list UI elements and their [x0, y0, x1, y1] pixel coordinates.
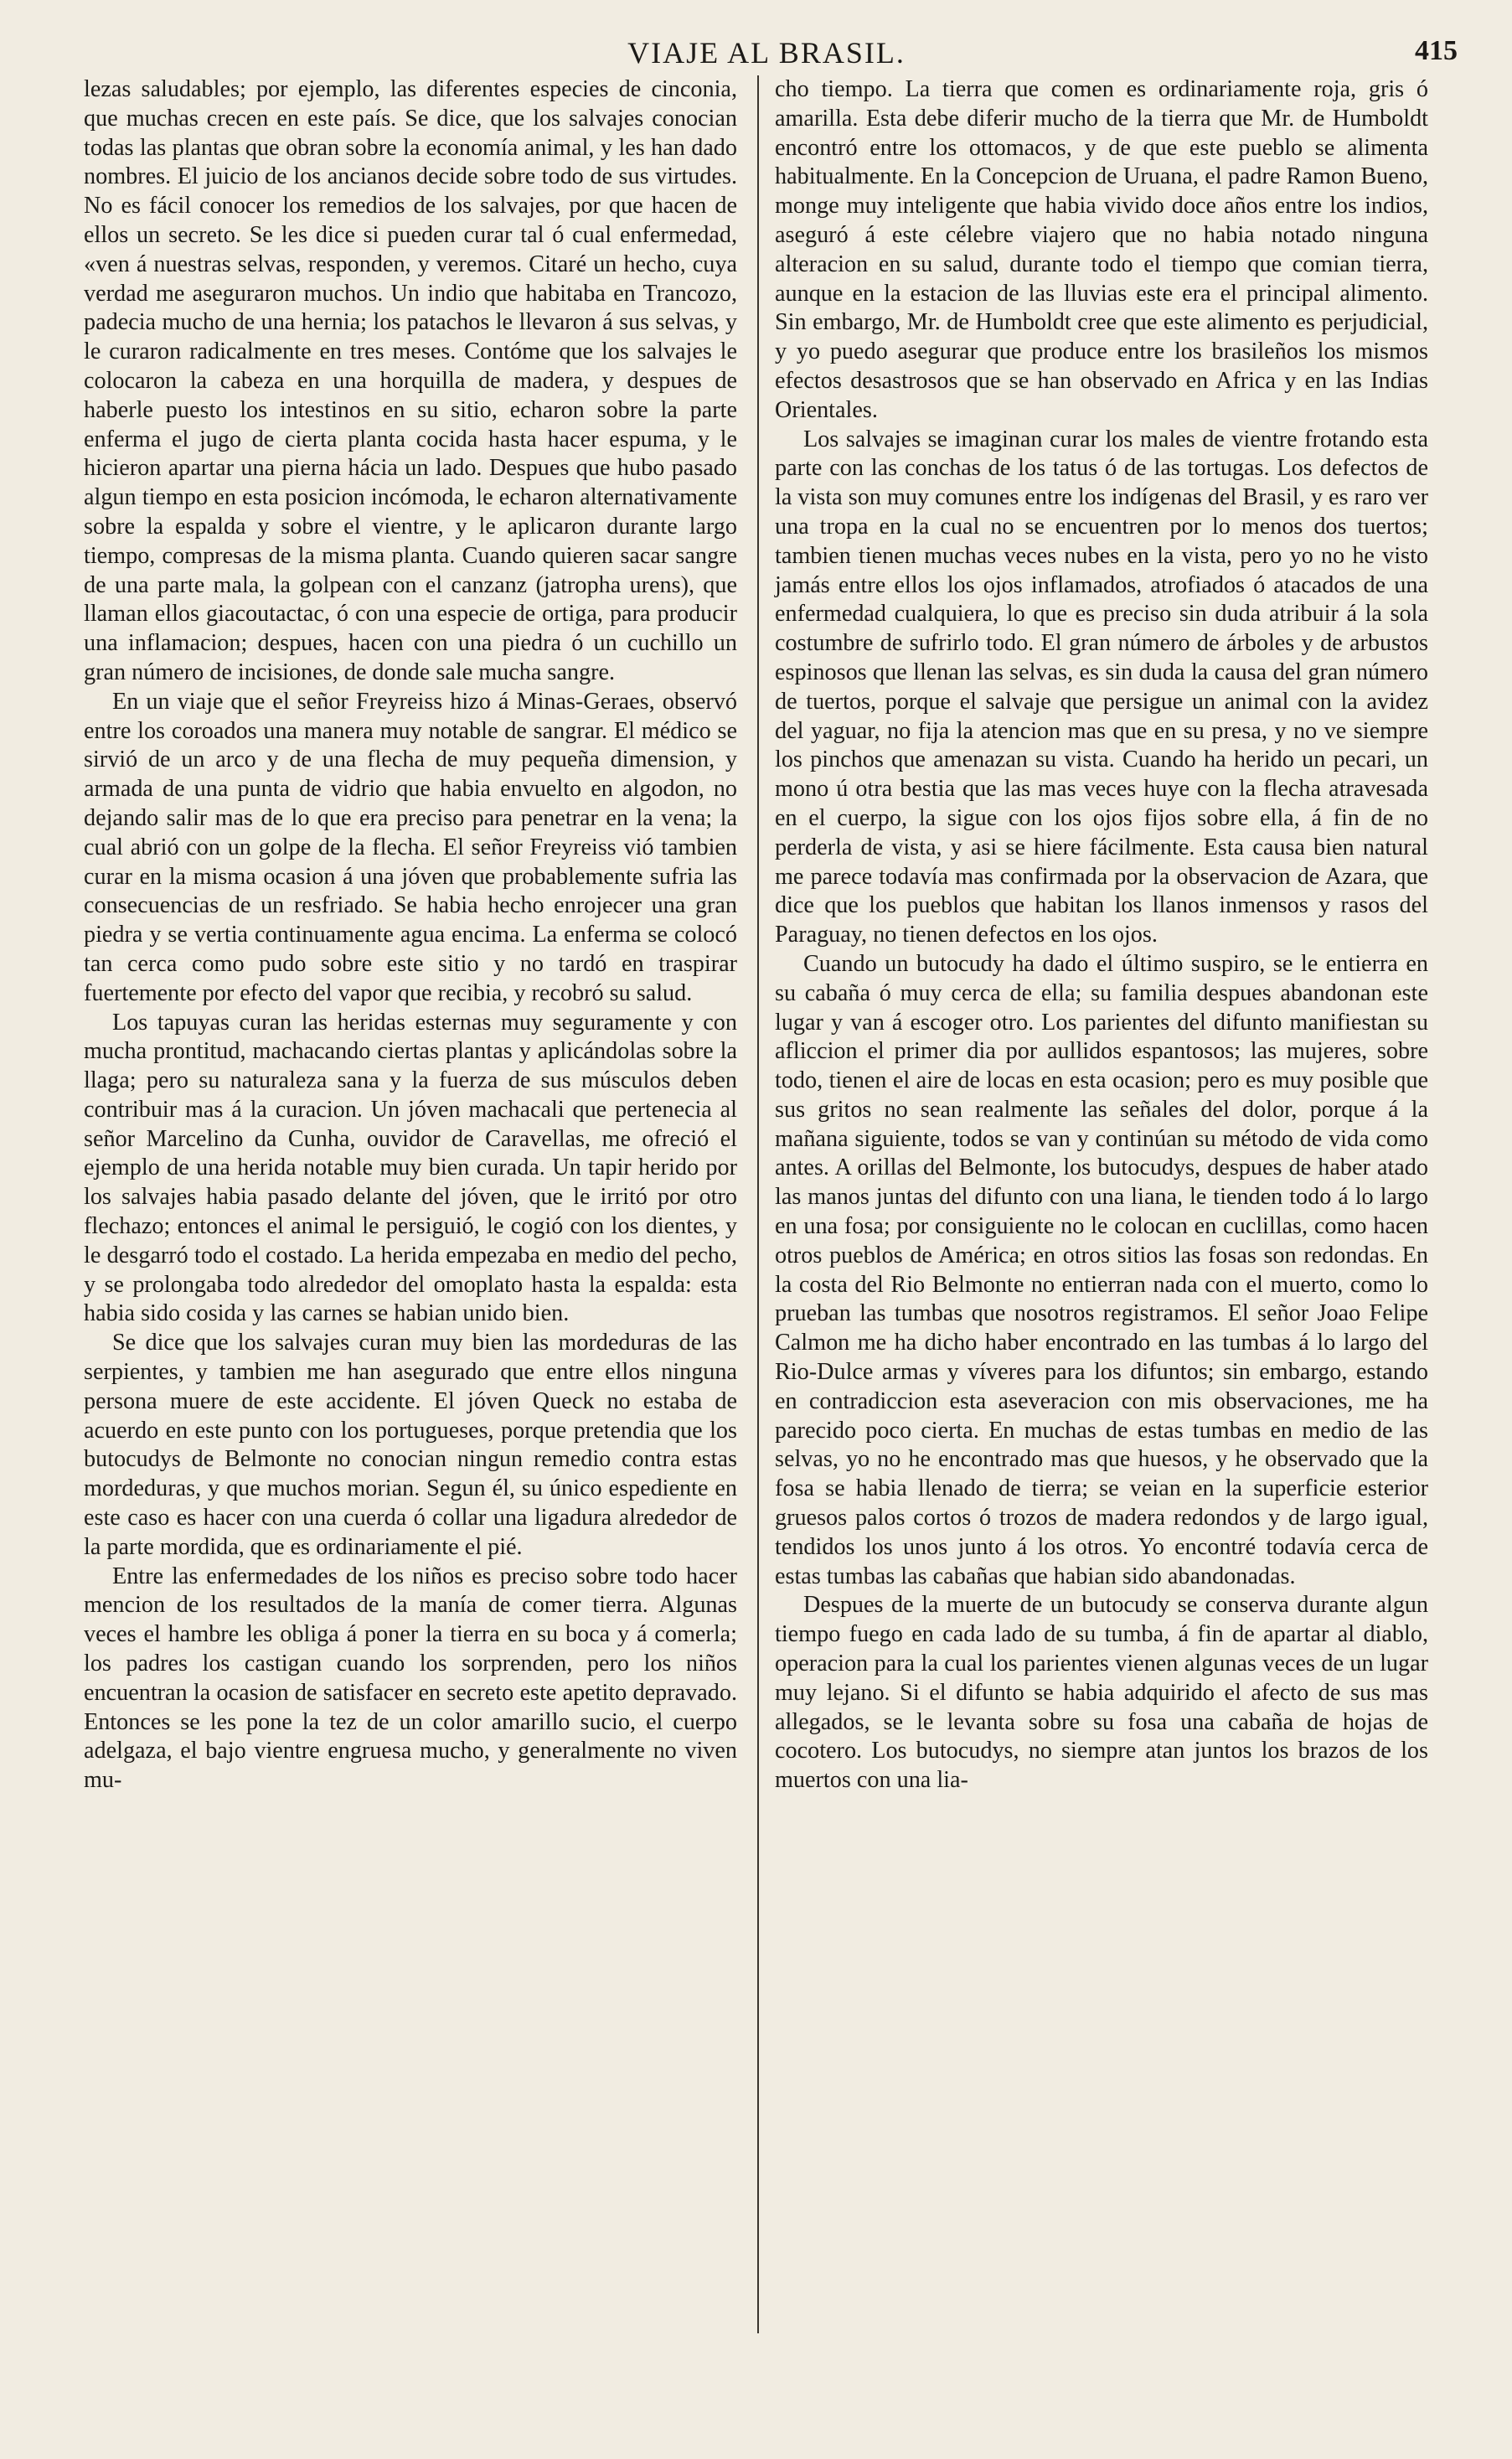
column-divider [757, 75, 759, 2333]
paragraph: Despues de la muerte de un butocudy se conserva durante algun tiempo fuego en cada lado de su tumba, á fin de apartar al diablo, operacion para la cual los parientes vienen algunas veces de un lugar muy lejano. Si el difunto se habia adquirido el afecto de sus mas allegados, se le levanta sobre su fosa una cabaña de hojas de cocotero. Los butocudys, no siempre atan juntos los brazos de los muertos con una lia- [775, 1592, 1428, 1794]
paragraph: lezas saludables; por ejemplo, las diferentes especies de cinconia, que muchas crecen en este país. Se dice, que los salvajes conocian todas las plantas que obran sobre la economía animal, y les han dado nombres. El juicio de los ancianos decide sobre todo de sus virtudes. No es fácil conocer los remedios de los salvajes, por que hacen de ellos un secreto. Se les dice si pueden curar tal ó cual enfermedad, «ven á nuestras selvas, responden, y veremos. Citaré un hecho, cuya verdad me aseguraron muchos. Un indio que habitaba en Trancozo, padecia mucho de una hernia; los patachos le llevaron á sus selvas, y le curaron radicalmente en tres meses. Contóme que los salvajes le colocaron la cabeza en una horquilla de madera, y despues de haberle puesto los intestinos en su sitio, echaron sobre la parte enferma el jugo de cierta planta cocida hasta hacer espuma, y le hicieron apartar una pierna hácia un lado. Despues que hubo pasado algun tiempo en esta posicion incómoda, le echaron alternativamente sobre la espalda y sobre el vientre, y le aplicaron durante largo tiempo, compresas de la misma planta. Cuando quieren sacar sangre de una parte mala, la golpean con el canzanz (jatropha urens), que llaman ellos giacoutactac, ó con una especie de ortiga, para producir una inflamacion; despues, hacen con una piedra ó un cuchillo un gran número de incisiones, de donde sale mucha sangre. [84, 76, 737, 685]
paragraph: Cuando un butocudy ha dado el último suspiro, se le entierra en su cabaña ó muy cerca de ella; su familia despues abandonan este lugar y van á escoger otro. Los parientes del difunto manifiestan su afliccion el primer dia por aullidos espantosos; las mujeres, sobre todo, tienen el aire de locas en esta ocasion; pero es muy posible que sus gritos no sean realmente las señales del dolor, porque á la mañana siguiente, todos se van y continúan su método de vida como antes. A orillas del Belmonte, los butocudys, despues de haber atado las manos juntas del difunto con una liana, le tienden todo á lo largo en una fosa; por consiguiente no le colocan en cuclillas, como hacen otros pueblos de América; en otros sitios las fosas son redondas. En la costa del Rio Belmonte no entierran nada con el muerto, como lo prueban las tumbas que nosotros registramos. El señor Joao Felipe Calmon me ha dicho haber encontrado en las tumbas á lo largo del Rio-Dulce armas y víveres para los difuntos; sin embargo, estando en contradiccion esta aseveracion con mis observaciones, me ha parecido poco cierta. En muchas de estas tumbas en medio de las selvas, yo no he encontrado mas que huesos, y he observado que la fosa se habia llenado de tierra; se veian en la superficie esterior gruesos palos cortos ó trozos de madera redondos y de largo igual, tendidos los unos junto á los otros. Yo encontré todavía cerca de estas tumbas las cabañas que habian sido abandonadas. [775, 950, 1428, 1589]
paragraph: Se dice que los salvajes curan muy bien las mordeduras de las serpientes, y tambien me han asegurado que entre ellos ninguna persona muere de este accidente. El jóven Queck no estaba de acuerdo en este punto con los portugueses, porque pretendia que los butocudys de Belmonte no conocian ningun remedio contra estas mordeduras, y que muchos morian. Segun él, su único espediente en este caso es hacer con una cuerda ó collar una ligadura alrededor de la parte mordida, que es ordinariamente el pié. [84, 1330, 737, 1560]
running-head: VIAJE AL BRASIL. [627, 36, 906, 70]
right-column [775, 75, 1428, 1795]
paragraph: En un viaje que el señor Freyreiss hizo á Minas-Geraes, observó entre los coroados una manera muy notable de sangrar. El médico se sirvió de un arco y de una flecha de muy pequeña dimension, y armada de una punta de vidrio que habia envuelto en algodon, no dejando salir mas de lo que era preciso para penetrar en la vena; la cual abrió con un golpe de la flecha. El señor Freyreiss vió tambien curar en la misma ocasion á una jóven que probablemente sufria las consecuencias de un resfriado. Se habia hecho enrojecer una gran piedra y se vertia continuamente agua encima. La enferma se colocó tan cerca como pudo sobre este sitio y no tardó en traspirar fuertemente por efecto del vapor que recibia, y recobró su salud. [84, 688, 737, 1006]
paragraph: Los salvajes se imaginan curar los males de vientre frotando esta parte con las conchas de los tatus ó de las tortugas. Los defectos de la vista son muy comunes entre los indígenas del Brasil, y es raro ver una tropa en la cual no se encuentren por lo menos dos tuertos; tambien tienen muchas veces nubes en la vista, pero yo no he visto jamás entre ellos los ojos inflamados, atrofiados ó atacados de una enfermedad cualquiera, lo que es preciso sin duda atribuir á la sola costumbre de sufrirlo todo. El gran número de árboles y de arbustos espinosos que llenan las selvas, es sin duda la causa del gran número de tuertos, porque el salvaje que persigue un animal con la avidez del yaguar, no fija la atencion mas que en su presa, y no ve siempre los pinchos que amenazan su vista. Cuando ha herido un pecari, un mono ú otra bestia que las mas veces huye con la flecha atravesada en el cuerpo, la sigue con los ojos fijos sobre ella, á fin de no perderla de vista, y asi se hiere fácilmente. Esta causa bien natural me parece todavía mas confirmada por la observacion de Azara, que dice que los pueblos que habitan los llanos inmensos y rasos del Paraguay, no tienen defectos en los ojos. [775, 426, 1428, 948]
page-header [75, 32, 1458, 74]
page-number: 415 [1415, 35, 1458, 66]
paragraph: Entre las enfermedades de los niños es preciso sobre todo hacer mencion de los resultados de la manía de comer tierra. Algunas veces el hambre les obliga á poner la tierra en su boca y á comerla; los padres los castigan cuando los sorprenden, pero los niños encuentran la ocasion de satisfacer en secreto este apetito depravado. Entonces se les pone la tez de un color amarillo sucio, el cuerpo adelgaza, el bajo vientre engruesa mucho, y generalmente no viven mu- [84, 1563, 737, 1794]
paragraph: Los tapuyas curan las heridas esternas muy seguramente y con mucha prontitud, machacando ciertas plantas y aplicándolas sobre la llaga; pero su naturaleza sana y la fuerza de sus músculos deben contribuir mas á la curacion. Un jóven machacali que pertenecia al señor Marcelino da Cunha, ouvidor de Caravellas, me ofreció el ejemplo de una herida notable muy bien curada. Un tapir herido por los salvajes habia pasado delante del jóven, que le irritó por otro flechazo; entonces el animal le persiguió, le cogió con los dientes, y le desgarró todo el costado. La herida empezaba en medio del pecho, y se prolongaba todo alrededor del omoplato hasta la espalda: esta habia sido cosida y las carnes se habian unido bien. [84, 1009, 737, 1327]
paragraph: cho tiempo. La tierra que comen es ordinariamente roja, gris ó amarilla. Esta debe diferir mucho de la tierra que Mr. de Humboldt encontró entre los ottomacos, y de que este pueblo se alimenta habitualmente. En la Concepcion de Uruana, el padre Ramon Bueno, monge muy inteligente que habia vivido doce años entre los indios, aseguró á este célebre viajero que no habia notado ninguna alteracion en su salud, durante todo el tiempo que comian tierra, aunque en la estacion de las lluvias este era el principal alimento. Sin embargo, Mr. de Humboldt cree que este alimento es perjudicial, y yo puedo asegurar que produce entre los brasileños los mismos efectos desastrosos que se han observado en Africa y en las Indias Orientales. [775, 76, 1428, 423]
left-column [84, 75, 737, 1795]
